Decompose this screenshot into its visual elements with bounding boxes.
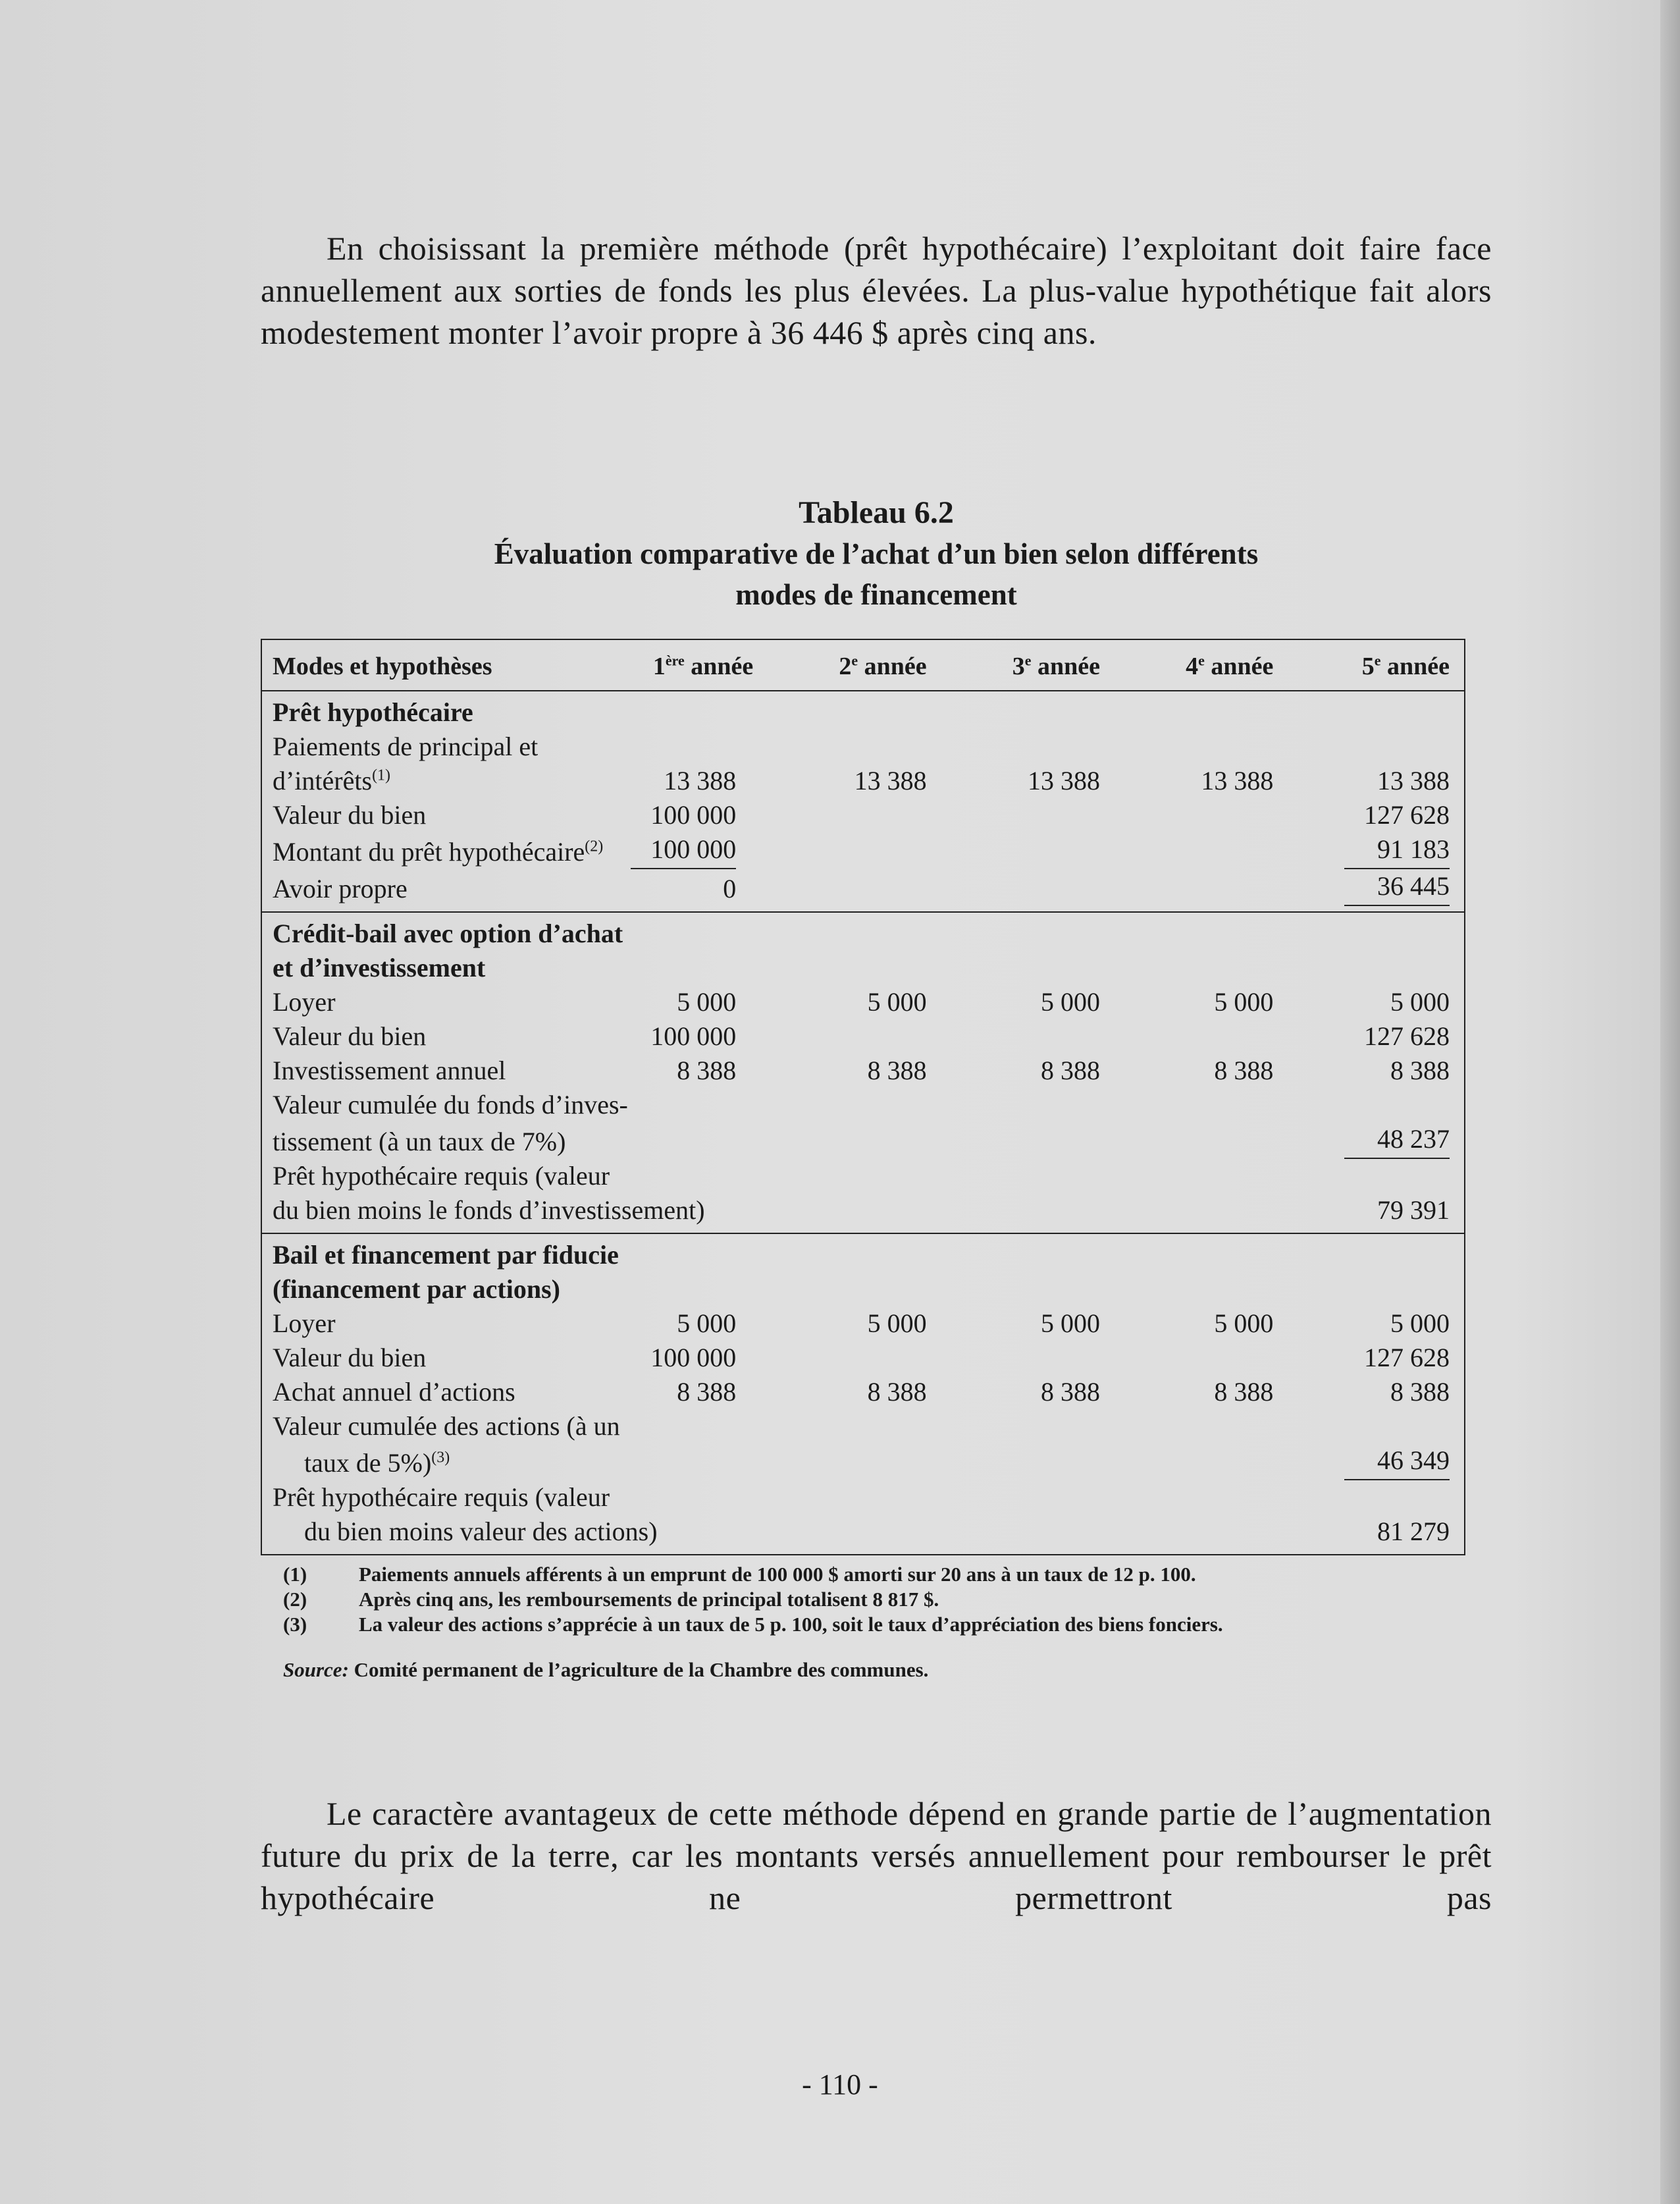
section-title-row [261,1272,1465,1306]
table-title: Tableau 6.2 [799,495,954,530]
row-label: Achat annuel d’actions [273,1377,515,1407]
cell-y1: 100 000 [650,1021,737,1051]
row-label: tissement (à un taux de 7%) [273,1127,566,1156]
table-row [261,1306,1465,1341]
cell-y4: 8 388 [1214,1377,1274,1407]
cell-y5: 36 445 [1288,869,1465,912]
cell-y1: 100 000 [650,800,737,830]
cell-y5: 8 388 [1390,1056,1450,1085]
cell-y1: 5 000 [677,1308,737,1338]
cell-y4: 8 388 [1214,1056,1274,1085]
header-year3: 3e année [941,639,1115,691]
section-title-row [261,1233,1465,1272]
table-row [261,1375,1465,1409]
section-title-row [261,951,1465,985]
row-label: Valeur du bien [273,800,427,830]
cell-y3: 8 388 [1040,1056,1100,1085]
table-header-row [261,639,1465,691]
section1-title: Prêt hypothécaire [273,697,473,727]
intro-text: En choisissant la première méthode (prêt hypothécaire) l’exploitant doit faire face annuellement aux sorties de fonds les plus élevées. La plus-value hypothétique fait alors modestement monter l’avoir propre à 36 446 $ après cinq ans. [261,230,1492,351]
cell-y2: 5 000 [867,987,927,1017]
table-row [261,985,1465,1019]
table-row [261,1193,1465,1233]
table-subtitle-line2: modes de financement [735,578,1017,611]
row-label: du bien moins valeur des actions) [304,1517,658,1546]
section2-title-cont: et d’investissement [273,953,486,982]
cell-y2: 8 388 [867,1377,927,1407]
table-title-block [261,493,1492,615]
closing-text: Le caractère avantageux de cette méthode dépend en grande partie de l’augmentation future du prix de la terre, car les montants versés annuellement pour rembourser le prêt hypothécaire ne permettront pas [261,1795,1492,1916]
table-row [261,832,1465,869]
table-row [261,1159,1465,1193]
section2-title: Crédit-bail avec option d’achat [261,912,1465,951]
row-label: Paiements de principal et [273,732,538,761]
table-row [261,869,1465,912]
row-label: du bien moins le fonds d’investissement) [273,1195,705,1225]
header-year2: 2e année [768,639,941,691]
table-row [261,1122,1465,1159]
cell-y3: 13 388 [1027,766,1100,795]
closing-paragraph [261,1792,1492,1919]
source-text: Comité permanent de l’agriculture de la Chambre des communes. [348,1658,929,1681]
cell-y1: 100 000 [650,1343,737,1372]
row-label: d’intérêts$^{(1)}$ [273,766,391,795]
header-modes: Modes et hypothèses [261,639,603,691]
cell-y1: 100 000 [603,832,768,869]
cell-y1: 8 388 [677,1056,737,1085]
page-number: - 110 - [802,2068,878,2101]
section3-title-cont: (financement par actions) [273,1274,560,1304]
row-label: Loyer [273,1308,336,1338]
cell-y4: 5 000 [1214,987,1274,1017]
table-row [261,1019,1465,1054]
row-label: Prêt hypothécaire requis (valeur [273,1161,610,1191]
cell-y5: 81 279 [1377,1517,1450,1546]
section-title-row [261,691,1465,730]
table-row [261,798,1465,832]
intro-paragraph [261,227,1492,354]
footnote: (2) Après cinq ans, les remboursements de principal totalisent 8 817 $. [283,1588,939,1611]
section3-title: Bail et financement par fiducie [261,1233,1465,1272]
row-label: Valeur du bien [273,1021,427,1051]
cell-y5: 46 349 [1288,1443,1465,1480]
table-source [283,1658,928,1682]
table-row [261,1515,1465,1555]
table-row [261,1088,1465,1122]
cell-y2: 8 388 [867,1056,927,1085]
cell-y1: 13 388 [664,766,737,795]
footnote: (1) Paiements annuels afférents à un emprunt de 100 000 $ amorti sur 20 ans à un taux de 12 p. 100. [283,1563,1196,1586]
source-label: Source: [283,1658,349,1681]
cell-y1: 5 000 [677,987,737,1017]
cell-y5: 13 388 [1377,766,1450,795]
cell-y3: 8 388 [1040,1377,1100,1407]
row-label: Investissement annuel [273,1056,506,1085]
cell-y5: 79 391 [1377,1195,1450,1225]
row-label: Prêt hypothécaire requis (valeur [273,1482,610,1512]
cell-y5: 127 628 [1364,1021,1450,1051]
row-label: Montant du prêt hypothécaire$^{(2)}$ [273,837,604,867]
cell-y5: 5 000 [1390,987,1450,1017]
table-row [261,730,1465,764]
cell-y3: 5 000 [1040,987,1100,1017]
table-row [261,1341,1465,1375]
header-year5: 5e année [1288,639,1465,691]
table-subtitle-line1: Évaluation comparative de l’achat d’un bien selon différents [494,537,1259,570]
cell-y2: 5 000 [867,1308,927,1338]
table-footnotes [283,1562,1468,1637]
cell-y1: 8 388 [677,1377,737,1407]
table-row [261,1409,1465,1443]
page-edge-shadow [1660,0,1680,2204]
cell-y5: 8 388 [1390,1377,1450,1407]
cell-y2: 13 388 [854,766,927,795]
cell-y3: 5 000 [1040,1308,1100,1338]
financing-comparison-table [261,639,1465,1555]
footnote: (3) La valeur des actions s’apprécie à un taux de 5 p. 100, soit le taux d’appréciation des biens fonciers. [283,1613,1223,1636]
row-label: Loyer [273,987,336,1017]
header-year4: 4e année [1115,639,1288,691]
row-label: Valeur cumulée du fonds d’inves- [273,1090,628,1119]
row-label: Valeur cumulée des actions (à un [273,1411,620,1441]
cell-y5: 91 183 [1288,832,1465,869]
row-label: Avoir propre [273,874,407,903]
cell-y4: 5 000 [1214,1308,1274,1338]
table-row [261,1443,1465,1480]
cell-y4: 13 388 [1201,766,1274,795]
row-label: taux de 5%)$^{(3)}$ [304,1448,450,1478]
table-row [261,1480,1465,1515]
section-title-row [261,912,1465,951]
cell-y5: 5 000 [1390,1308,1450,1338]
cell-y5: 48 237 [1288,1122,1465,1159]
cell-y1: 0 [723,874,737,903]
header-year1: 1ère année [603,639,768,691]
cell-y5: 127 628 [1364,800,1450,830]
table-row [261,764,1465,798]
cell-y5: 127 628 [1364,1343,1450,1372]
table-row [261,1054,1465,1088]
row-label: Valeur du bien [273,1343,427,1372]
